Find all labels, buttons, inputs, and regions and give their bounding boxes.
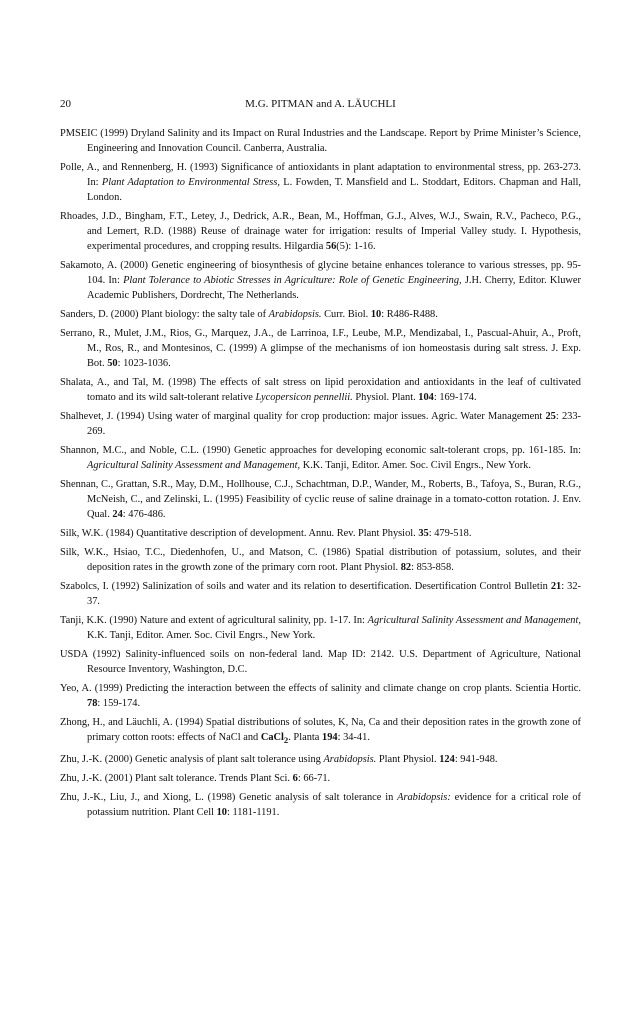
reference-entry <box>60 771 581 786</box>
bold-text: 6 <box>292 773 298 785</box>
reference-text: L. Fowden, T. Mansfield and L. Stoddart, Editors. Chapman and Hall, London. <box>87 177 581 203</box>
reference-text: : 853-858. <box>411 562 454 573</box>
bold-text: 10 <box>370 309 382 320</box>
bold-text: 78 <box>87 698 98 709</box>
italic-text: Plant Tolerance to Abiotic Stresses in Agriculture: Role of Genetic Engineering, <box>123 275 462 286</box>
page-number: 20 <box>60 98 71 110</box>
reference-text: : 169-174. <box>433 392 477 403</box>
bold-text: 21 <box>550 581 562 592</box>
reference-entry <box>60 326 581 371</box>
italic-text: Agricultural Salinity Assessment and Management, <box>367 615 581 626</box>
reference-text: : R486-R488. <box>381 309 438 320</box>
italic-text: Arabidopsis. <box>323 754 377 766</box>
running-head: M.G. PITMAN and A. LÄUCHLI <box>245 98 396 110</box>
reference-text: : 233-269. <box>87 411 581 437</box>
reference-text: Shannon, M.C., and Noble, C.L. (1990) Genetic approaches for developing economic salt-tolerant crops, pp. 161-185. In: <box>60 445 581 456</box>
reference-text: PMSEIC (1999) Dryland Salinity and its Impact on Rural Industries and the Landscape. Report by Prime Minister’s Science, Engineering and Innovation Council. Canberra, Australia. <box>60 128 581 154</box>
reference-entry <box>60 579 581 609</box>
reference-text: Silk, W.K., Hsiao, T.C., Diedenhofen, U., and Matson, C. (1986) Spatial distribution of potassium, solutes, and their deposition rates in the growth zone of the primary corn root. Plant Physiol. <box>60 547 581 573</box>
reference-entry <box>60 613 581 643</box>
reference-text: : 476-486. <box>122 509 166 520</box>
bold-text: 194 <box>322 732 338 743</box>
reference-text: : 479-518. <box>428 528 472 539</box>
reference-text: K.K. Tanji, Editor. Amer. Soc. Civil Engrs., New York. <box>300 460 531 471</box>
italic-text: Arabidopsis. <box>268 309 322 320</box>
reference-text: : 159-174. <box>97 698 141 709</box>
reference-entry <box>60 790 581 820</box>
reference-text: Serrano, R., Mulet, J.M., Rios, G., Marquez, J.A., de Larrinoa, I.F., Leube, M.P., Mendizabal, I., Pascual-Ahuir, A., Proft, M., Ros, R., and Montesinos, C. (1999) A glimpse of the mechanisms of ion homeostasis during salt stress. J. Exp. Bot. <box>60 328 581 369</box>
reference-text: : 1181-1191. <box>226 807 280 819</box>
bold-text: CaCl <box>260 732 284 743</box>
italic-text: Arabidopsis: <box>397 792 451 804</box>
italic-text: Agricultural Salinity Assessment and Management, <box>87 460 301 471</box>
reference-text: : 34-41. <box>337 732 370 743</box>
reference-entry <box>60 307 581 322</box>
bold-text: 82 <box>400 562 412 573</box>
reference-text: Shalhevet, J. (1994) Using water of marginal quality for crop production: major issues. Agric. Water Management <box>60 411 546 422</box>
italic-text: Lycopersicon pennellii. <box>255 392 353 403</box>
reference-text: Shalata, A., and Tal, M. (1998) The effects of salt stress on lipid peroxidation and antioxidants in the leaf of cultivated tomato and its wild salt-tolerant relative <box>60 377 581 403</box>
reference-text: Sanders, D. (2000) Plant biology: the salty tale of <box>60 309 269 320</box>
reference-entry <box>60 375 581 405</box>
reference-entry <box>60 752 581 767</box>
reference-text: . Planta <box>288 732 322 743</box>
reference-text: Yeo, A. (1999) Predicting the interaction between the effects of salinity and climate change on crop plants. Scientia Hortic. <box>60 683 581 694</box>
reference-text: Sakamoto, A. (2000) Genetic engineering of biosynthesis of glycine betaine enhances tolerance to various stresses, pp. 95-104. In: <box>60 260 581 286</box>
reference-entry <box>60 258 581 303</box>
reference-text: Zhu, J.-K. (2001) Plant salt tolerance. Trends Plant Sci. <box>60 773 293 785</box>
reference-text: Physiol. Plant. <box>352 392 419 403</box>
reference-text: USDA (1992) Salinity-influenced soils on non-federal land. Map ID: 2142. U.S. Department of Agriculture, National Resource Inventory, Washington, D.C. <box>60 649 581 675</box>
reference-text: Tanji, K.K. (1990) Nature and extent of agricultural salinity, pp. 1-17. In: <box>60 615 368 626</box>
bold-text: 56 <box>325 241 337 252</box>
bold-text: 35 <box>418 528 429 539</box>
reference-text: : 32-37. <box>87 581 581 607</box>
reference-entry <box>60 647 581 677</box>
reference-text: K.K. Tanji, Editor. Amer. Soc. Civil Engrs., New York. <box>87 630 316 641</box>
reference-text: Shennan, C., Grattan, S.R., May, D.M., Hollhouse, C.J., Schachtman, D.P., Wander, M., Roberts, B., Tafoya, S., Buran, R.G., McNeish, C., and Zelinski, L. (1995) Feasibility of cyclic reuse of saline drainage in a tomato-cotton rotation. J. Env. Qual. <box>60 479 581 520</box>
page-header <box>60 98 581 114</box>
reference-text: : 941-948. <box>454 754 498 766</box>
reference-text: Polle, A., and Rennenberg, H. (1993) Significance of antioxidants in plant adaptation to environmental stress, pp. 263-273. In: <box>60 162 581 188</box>
reference-text: (5): 1-16. <box>336 241 376 252</box>
reference-entry <box>60 443 581 473</box>
reference-text: Silk, W.K. (1984) Quantitative description of development. Annu. Rev. Plant Physiol. <box>60 528 419 539</box>
reference-text: Plant Physiol. <box>376 754 440 766</box>
bold-text: 25 <box>545 411 556 422</box>
reference-text: Zhu, J.-K., Liu, J., and Xiong, L. (1998) Genetic analysis of salt tolerance in <box>60 792 398 804</box>
bold-text: 50 <box>107 358 118 369</box>
reference-text: evidence for a critical role of potassium nutrition. Plant Cell <box>87 792 582 819</box>
subscript-text: 2 <box>283 735 289 746</box>
reference-entry <box>60 715 581 748</box>
reference-entry <box>60 209 581 254</box>
italic-text: Plant Adaptation to Environmental Stress, <box>101 177 280 188</box>
reference-entry <box>60 409 581 439</box>
reference-text: Zhong, H., and Läuchli, A. (1994) Spatial distributions of solutes, K, Na, Ca and their deposition rates in the growth zone of primary cotton roots: effects of NaCl and <box>60 717 581 743</box>
reference-entry <box>60 477 581 522</box>
bold-text: 124 <box>439 754 455 766</box>
reference-text: Zhu, J.-K. (2000) Genetic analysis of plant salt tolerance using <box>60 754 324 766</box>
reference-text: Rhoades, J.D., Bingham, F.T., Letey, J., Dedrick, A.R., Bean, M., Hoffman, G.J., Alves, W.J., Swain, R.V., Pacheco, P.G., and Lemert, R.D. (1988) Reuse of drainage water for irrigation: results of Imperial Valley study. I. Hypothesis, experimental procedures, and cropping results. Hilgardia <box>60 211 581 252</box>
reference-entry <box>60 545 581 575</box>
bold-text: 24 <box>112 509 123 520</box>
reference-entry <box>60 681 581 711</box>
reference-text: : 66-71. <box>297 773 331 785</box>
reference-list <box>60 126 581 824</box>
bold-text: 104 <box>418 392 434 403</box>
reference-text: J.H. Cherry, Editor. Kluwer Academic Publishers, Dordrecht, The Netherlands. <box>87 275 581 301</box>
reference-entry <box>60 126 581 156</box>
reference-entry <box>60 160 581 205</box>
reference-text: : 1023-1036. <box>117 358 171 369</box>
reference-text: Curr. Biol. <box>321 309 371 320</box>
bold-text: 10 <box>216 807 227 819</box>
reference-entry <box>60 526 581 541</box>
reference-text: Szabolcs, I. (1992) Salinization of soils and water and its relation to desertification. Desertification Control Bulletin <box>60 581 551 592</box>
